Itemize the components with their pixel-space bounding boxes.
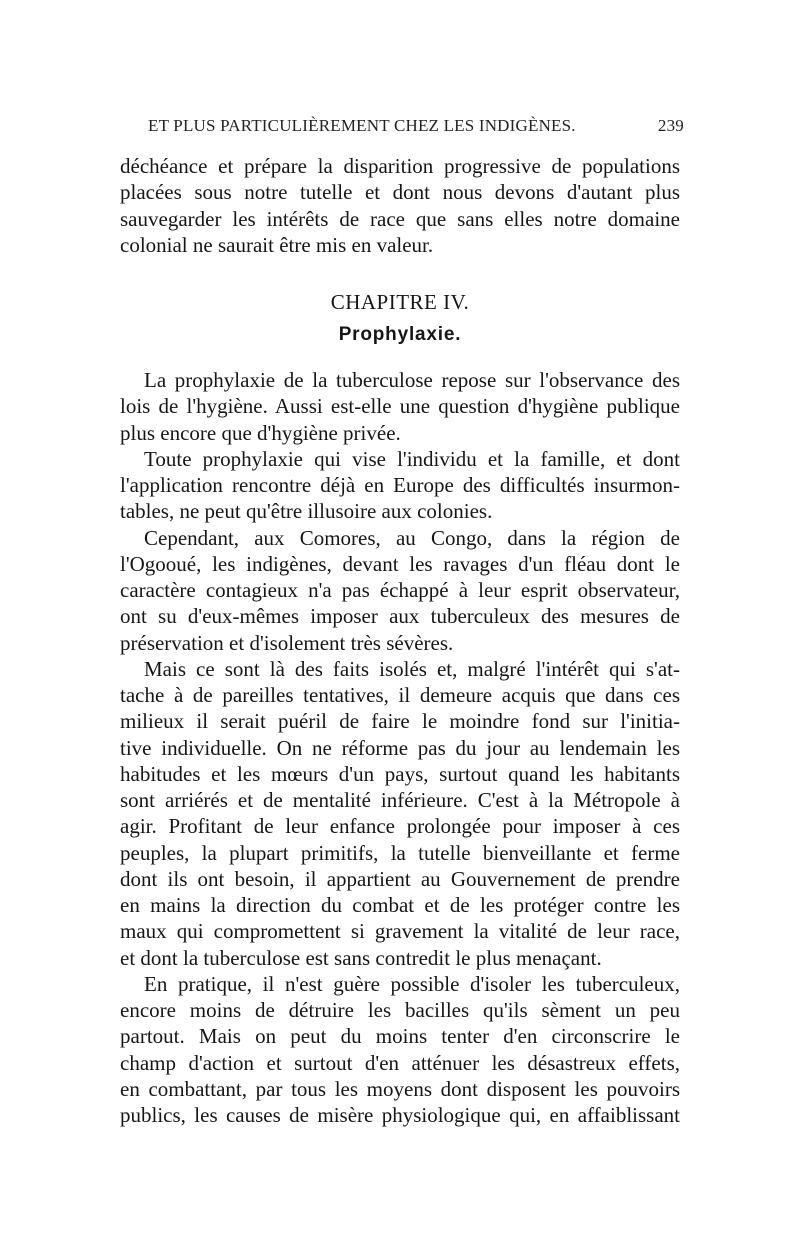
text-line: tables, ne peut qu'être illusoire aux colonies. (120, 499, 493, 523)
text-line: milieux il serait puéril de faire le moindre fond sur l'initia- (120, 709, 680, 733)
text-line: encore moins de détruire les bacilles qu'ils sèment un peu (120, 998, 680, 1022)
text-line: En pratique, il n'est guère possible d'isoler les tuberculeux, (144, 972, 680, 996)
text-line: tache à de pareilles tentatives, il demeure acquis que dans ces (120, 683, 680, 707)
text-line: préservation et d'isolement très sévères. (120, 631, 454, 655)
text-line: tive individuelle. On ne réforme pas du jour au lendemain les (120, 736, 680, 760)
text-line: habitudes et les mœurs d'un pays, surtout quand les habitants (120, 762, 680, 786)
chapter-subtitle: Prophylaxie. (338, 324, 462, 345)
text-line: peuples, la plupart primitifs, la tutelle bienveillante et ferme (120, 841, 680, 865)
text-line: l'application rencontre déjà en Europe des difficultés insurmon- (120, 473, 680, 497)
text-line: Cependant, aux Comores, au Congo, dans la région de (144, 526, 680, 550)
text-line: déchéance et prépare la disparition progressive de populations (120, 154, 680, 178)
running-header (148, 116, 684, 136)
text-line: et dont la tuberculose est sans contredit le plus menaçant. (120, 946, 602, 970)
text-line: sont arriérés et de mentalité inférieure. C'est à la Métropole à (120, 788, 680, 812)
text-line: en mains la direction du combat et de les protéger contre les (120, 893, 680, 917)
text-line: ont su d'eux-mêmes imposer aux tuberculeux des mesures de (120, 604, 680, 628)
text-line: partout. Mais on peut du moins tenter d'en circonscrire le (120, 1024, 680, 1048)
text-line: en combattant, par tous les moyens dont disposent les pouvoirs (120, 1077, 680, 1101)
text-line: publics, les causes de misère physiologique qui, en affaiblissant (120, 1103, 680, 1127)
page-number: 239 (657, 116, 684, 135)
text-line: La prophylaxie de la tuberculose repose sur l'observance des (144, 368, 680, 392)
text-line: Toute prophylaxie qui vise l'individu et la famille, et dont (144, 447, 680, 471)
text-line: plus encore que d'hygiène privée. (120, 421, 401, 445)
text-line: caractère contagieux n'a pas échappé à leur esprit observateur, (120, 578, 680, 602)
text-line: colonial ne saurait être mis en valeur. (120, 233, 434, 257)
text-line: placées sous notre tutelle et dont nous devons d'autant plus (120, 180, 680, 204)
text-line: Mais ce sont là des faits isolés et, malgré l'intérêt qui s'at- (144, 657, 680, 681)
text-line: maux qui compromettent si gravement la vitalité de leur race, (120, 919, 680, 943)
chapter-title: CHAPITRE IV. (330, 290, 470, 314)
text-line: champ d'action et surtout d'en atténuer les désastreux effets, (120, 1051, 680, 1075)
text-line: sauvegarder les intérêts de race que sans elles notre domaine (120, 207, 680, 231)
running-title: ET PLUS PARTICULIÈREMENT CHEZ LES INDIGÈNES. (148, 116, 576, 135)
text-line: lois de l'hygiène. Aussi est-elle une question d'hygiène publique (120, 394, 680, 418)
text-line: agir. Profitant de leur enfance prolongée pour imposer à ces (120, 814, 680, 838)
text-line: dont ils ont besoin, il appartient au Gouvernement de prendre (120, 867, 680, 891)
text-line: l'Ogooué, les indigènes, devant les ravages d'un fléau dont le (120, 552, 680, 576)
